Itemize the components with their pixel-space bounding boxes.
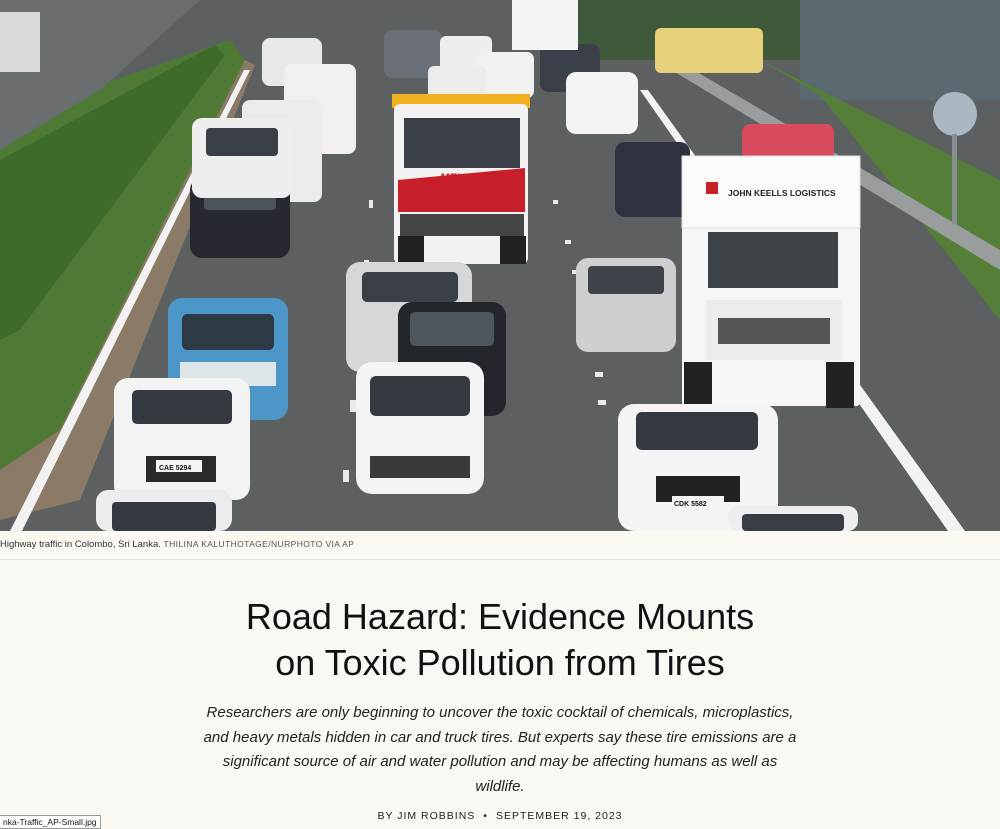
headline-line-2: on Toxic Pollution from Tires <box>275 642 725 683</box>
bottom-right-car <box>728 506 858 531</box>
article-byline <box>0 810 1000 822</box>
background-building <box>800 0 1000 100</box>
article-headline <box>100 594 900 686</box>
white-minicar-center <box>356 362 484 494</box>
article-dek: Researchers are only beginning to uncover the toxic cocktail of chemicals, microplastics, and heavy metals hidden in car and truck tires. But experts say these tire emissions are a significant source of air and water pollution and may be affecting humans as well as wildlife. <box>203 704 797 795</box>
photo-caption <box>0 539 354 550</box>
white-hatchback-left <box>114 378 250 500</box>
byline-author[interactable]: BY JIM ROBBINS <box>377 810 476 822</box>
headline-line-1: Road Hazard: Evidence Mounts <box>245 596 755 637</box>
byline-date: SEPTEMBER 19, 2023 <box>495 810 623 822</box>
plate-right: CDK 5582 <box>674 501 707 508</box>
white-suv-left <box>192 118 292 198</box>
caption-text: Highway traffic in Colombo, Sri Lanka. <box>0 539 161 550</box>
image-filename-tooltip: nka-Traffic_AP-Small.jpg <box>0 815 101 829</box>
truck-brand-right: JOHN KEELLS LOGISTICS <box>728 188 836 198</box>
bottom-left-car <box>96 490 232 531</box>
white-box-truck <box>682 156 860 408</box>
red-truck <box>392 94 530 264</box>
silver-sedan-right <box>576 258 676 352</box>
truck-brand-left: MELWA <box>440 172 481 184</box>
plate-left: CAE 5294 <box>159 465 192 472</box>
road-sign <box>933 92 977 136</box>
photo-credit: THILINA KALUTHOTAGE/NURPHOTO VIA AP <box>163 539 355 549</box>
photo-caption-bar <box>0 531 1000 560</box>
byline-separator: • <box>483 810 488 822</box>
